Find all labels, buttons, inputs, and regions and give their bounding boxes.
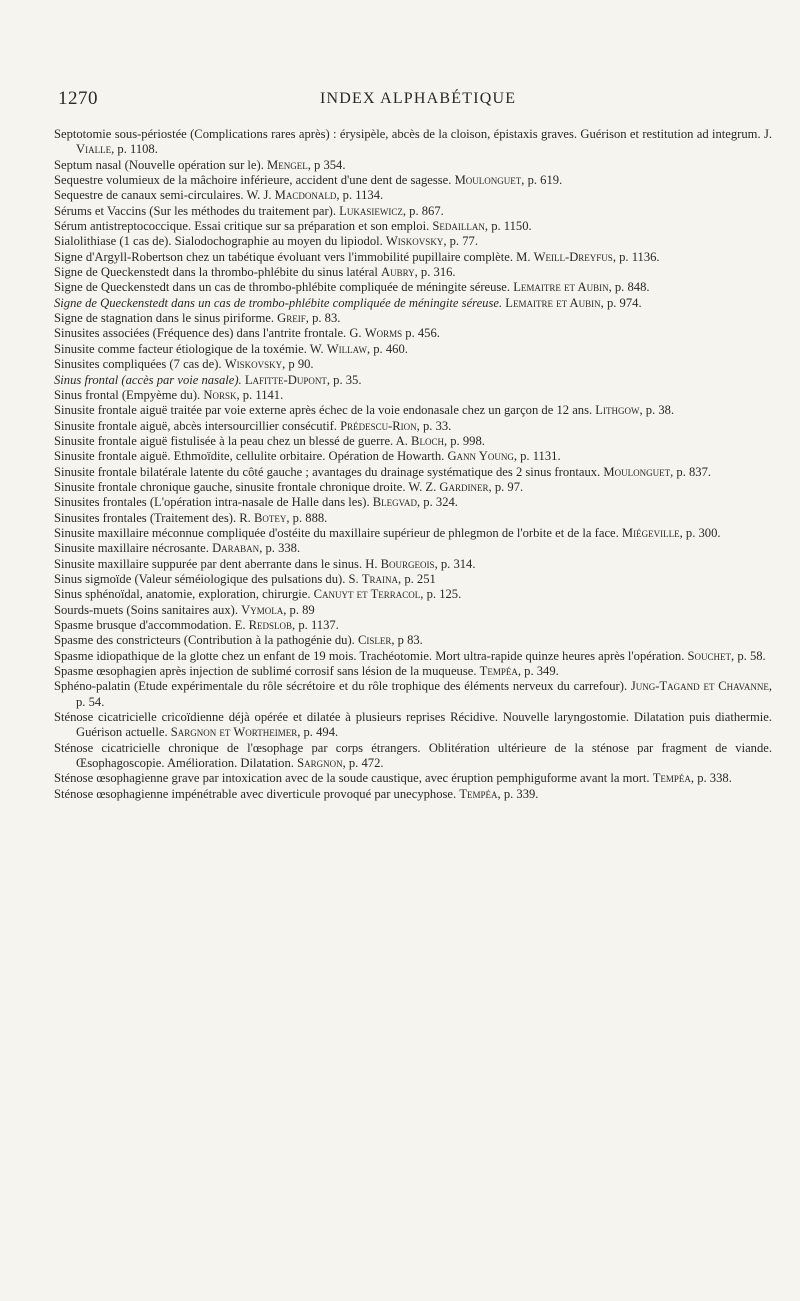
index-entry bbox=[54, 265, 772, 280]
entry-authors: Tempéa bbox=[652, 771, 691, 786]
index-entry bbox=[54, 234, 772, 249]
entry-page-ref: , p. 324. bbox=[417, 495, 458, 510]
entry-page-ref: , p. 125. bbox=[420, 587, 462, 602]
entry-title: Sténose œsophagienne impénétrable avec diverticule provoqué par unecyphose. bbox=[54, 786, 460, 801]
entry-title: Spasme œsophagien après injection de sublimé corrosif sans lésion de la muqueuse. bbox=[54, 664, 480, 679]
entry-page-ref: , p. 848. bbox=[608, 280, 650, 295]
entry-authors: Redslob bbox=[248, 618, 293, 632]
page-number: 1270 bbox=[58, 88, 98, 109]
entry-title: Sinusites frontales (Traitement des). R. bbox=[54, 510, 254, 525]
entry-page-ref: , p. 83. bbox=[305, 311, 341, 326]
index-entry bbox=[54, 127, 772, 158]
entry-title: Sinusites compliquées (7 cas de). bbox=[54, 357, 225, 372]
entry-title: Sérum antistreptococcique. Essai critique sur sa préparation et son emploi. bbox=[54, 219, 433, 234]
index-entry bbox=[54, 495, 772, 510]
entry-authors: Greif bbox=[277, 311, 306, 326]
entry-page-ref: , p. 349. bbox=[517, 664, 559, 679]
index-entries bbox=[54, 127, 772, 802]
entry-title: Septum nasal (Nouvelle opération sur le). bbox=[54, 157, 267, 172]
entry-authors: Prédescu-Rion bbox=[340, 418, 417, 433]
entry-title: Sinus frontal (accès par voie nasale). bbox=[54, 372, 245, 387]
entry-title: Sténose cicatricielle chronique de l'œsophage par corps étrangers. Oblitération ultérieure de la sténose par fragment de viande. Œsophagoscopie. Amélioration. Dilatation. bbox=[54, 740, 772, 771]
index-entry bbox=[54, 403, 772, 418]
entry-page-ref: , p. 97. bbox=[488, 479, 524, 494]
entry-page-ref: , p. 1137. bbox=[292, 618, 339, 632]
entry-authors: Vialle bbox=[76, 142, 112, 157]
entry-page-ref: , p. 338. bbox=[690, 771, 732, 786]
entry-title: Sialolithiase (1 cas de). Sialodochographie au moyen du lipiodol. bbox=[54, 234, 386, 249]
entry-title: Sérums et Vaccins (Sur les méthodes du traitement par). bbox=[54, 203, 340, 218]
index-entry bbox=[54, 204, 772, 219]
entry-title: Sinus sigmoïde (Valeur séméiologique des pulsations du). S. bbox=[54, 571, 362, 586]
index-entry bbox=[54, 280, 772, 295]
index-entry bbox=[54, 219, 772, 234]
entry-title: Sequestre volumieux de la mâchoire inférieure, accident d'une dent de sagesse. bbox=[54, 173, 455, 188]
entry-page-ref: , p. 1141. bbox=[236, 387, 284, 402]
entry-title: Signe de Queckenstedt dans la thrombo-phlébite du sinus latéral bbox=[54, 265, 382, 280]
index-entry bbox=[54, 188, 772, 203]
index-entry bbox=[54, 526, 772, 541]
entry-title: Sinusite frontale aiguë. Ethmoïdite, cellulite orbitaire. Opération de Howarth. bbox=[54, 449, 448, 464]
entry-title: Signe de stagnation dans le sinus piriforme. bbox=[54, 311, 278, 326]
entry-page-ref: p. 456. bbox=[402, 326, 440, 341]
entry-title: Sinus sphénoïdal, anatomie, exploration, chirurgie. bbox=[54, 587, 314, 602]
entry-authors: Mengel bbox=[267, 157, 308, 172]
entry-page-ref: , p 354. bbox=[307, 157, 346, 172]
entry-page-ref: , p. 998. bbox=[443, 433, 485, 448]
index-entry bbox=[54, 434, 772, 449]
index-entry bbox=[54, 541, 772, 556]
index-entry bbox=[54, 664, 772, 679]
entry-page-ref: , p. 1108. bbox=[111, 142, 158, 157]
index-entry bbox=[54, 771, 772, 786]
entry-authors: Norsk bbox=[203, 387, 237, 402]
entry-authors: Wiskovsky bbox=[224, 357, 283, 372]
index-entry bbox=[54, 158, 772, 173]
entry-authors: Miégeville bbox=[621, 525, 680, 540]
entry-authors: Lemaitre et Aubin bbox=[505, 295, 601, 310]
entry-authors: Vymola bbox=[241, 602, 284, 617]
entry-authors: Canuyt et Terracol bbox=[313, 587, 421, 602]
entry-title: Sinus frontal (Empyème du). bbox=[54, 387, 204, 402]
entry-page-ref: , p. 1131. bbox=[513, 449, 561, 464]
entry-title: Sinusite maxillaire suppurée par dent aberrante dans le sinus. H. bbox=[54, 556, 381, 571]
entry-title: Sinusite maxillaire nécrosante. bbox=[54, 541, 213, 556]
entry-page-ref: , p. 89 bbox=[283, 602, 315, 617]
entry-authors: Willaw bbox=[326, 341, 367, 356]
entry-page-ref: , p. 251 bbox=[398, 571, 436, 586]
entry-authors: Jung-Tagand et Chavanne bbox=[630, 679, 769, 694]
index-entry bbox=[54, 787, 772, 802]
entry-title: Sinusites frontales (L'opération intra-nasale de Halle dans les). bbox=[54, 495, 373, 510]
running-title: INDEX ALPHABÉTIQUE bbox=[320, 90, 517, 107]
index-entry bbox=[54, 710, 772, 741]
entry-title: Spasme idiopathique de la glotte chez un enfant de 19 mois. Trachéotomie. Mort ultra-rapide quinze heures après l'opération. bbox=[54, 648, 688, 663]
entry-authors: Lemaitre et Aubin bbox=[513, 280, 609, 295]
entry-authors: Blegvad bbox=[372, 495, 417, 510]
entry-authors: Sedaillan bbox=[432, 219, 485, 234]
entry-authors: Lithgow bbox=[595, 403, 640, 418]
entry-title: Spasme des constricteurs (Contribution à la pathogénie du). bbox=[54, 633, 358, 648]
index-entry bbox=[54, 465, 772, 480]
entry-authors: Sargnon et Wortheimer bbox=[170, 725, 298, 740]
index-entry bbox=[54, 741, 772, 772]
entry-title: Sinusite comme facteur étiologique de la toxémie. W. bbox=[54, 341, 327, 356]
entry-title: Sinusite frontale aiguë traitée par voie externe après échec de la voie endonasale chez un garçon de 12 ans. bbox=[54, 403, 596, 418]
entry-page-ref: , p. 338. bbox=[259, 541, 301, 556]
entry-authors: Lukasiewicz bbox=[339, 203, 403, 218]
page-header bbox=[58, 88, 758, 112]
index-entry bbox=[54, 388, 772, 403]
entry-authors: Moulonguet bbox=[603, 464, 671, 479]
entry-authors: Cisler bbox=[357, 633, 392, 648]
entry-page-ref: , p. 300. bbox=[679, 525, 721, 540]
index-entry bbox=[54, 587, 772, 602]
entry-page-ref: , p. 77. bbox=[443, 234, 478, 249]
entry-page-ref: , p 83. bbox=[391, 633, 423, 648]
entry-authors: Wiskovsky bbox=[385, 234, 444, 249]
entry-page-ref: , p. 316. bbox=[414, 265, 456, 280]
entry-title: Sinusite maxillaire méconnue compliquée d'ostéite du maxillaire supérieur de phlegmon de l'orbite et de la face. bbox=[54, 525, 622, 540]
entry-title: Sequestre de canaux semi-circulaires. W. J. bbox=[54, 188, 275, 203]
entry-title: Sphéno-palatin (Etude expérimentale du rôle sécrétoire et du rôle trophique des éléments nerveux du carrefour). bbox=[54, 679, 631, 694]
entry-title: Sourds-muets (Soins sanitaires aux). bbox=[54, 602, 242, 617]
entry-title: Septotomie sous-périostée (Complications rares après) : érysipèle, abcès de la cloison, épistaxis graves. Guérison et restitution ad integrum. J. bbox=[54, 127, 772, 141]
index-entry bbox=[54, 649, 772, 664]
index-entry bbox=[54, 511, 772, 526]
index-entry bbox=[54, 311, 772, 326]
entry-authors: Gann Young bbox=[447, 449, 514, 464]
entry-page-ref: , p. 1136. bbox=[612, 249, 660, 264]
entry-title: Sinusites associées (Fréquence des) dans l'antrite frontale. G. bbox=[54, 326, 365, 341]
entry-authors: Lafitte-Dupont bbox=[244, 372, 327, 387]
entry-page-ref: , p. 38. bbox=[639, 403, 675, 418]
entry-page-ref: , p. 494. bbox=[297, 725, 339, 740]
entry-page-ref: , p. 58. bbox=[731, 648, 766, 663]
entry-authors: Worms bbox=[364, 326, 403, 341]
entry-page-ref: , p. 867. bbox=[402, 203, 444, 218]
entry-page-ref: , p. 54. bbox=[76, 679, 772, 709]
entry-title: Signe de Queckenstedt dans un cas de trombo-phlébite compliquée de méningite séreuse. bbox=[54, 295, 506, 310]
entry-page-ref: , p 90. bbox=[282, 357, 314, 372]
index-entry bbox=[54, 572, 772, 587]
entry-authors: Botey bbox=[253, 510, 287, 525]
entry-page-ref: , p. 888. bbox=[286, 510, 328, 525]
entry-authors: Gardiner bbox=[439, 479, 489, 494]
index-entry bbox=[54, 557, 772, 572]
entry-page-ref: , p. 314. bbox=[434, 556, 476, 571]
index-entry bbox=[54, 173, 772, 188]
index-entry bbox=[54, 357, 772, 372]
index-entry bbox=[54, 419, 772, 434]
entry-title: Sinusite frontale bilatérale latente du côté gauche ; avantages du drainage systématique des 2 sinus frontaux. bbox=[54, 464, 604, 479]
entry-authors: Aubry bbox=[381, 265, 415, 280]
entry-title: Sinusite frontale aiguë fistulisée à la peau chez un blessé de guerre. A. bbox=[54, 433, 412, 448]
entry-page-ref: , p. 35. bbox=[326, 372, 362, 387]
entry-authors: Weill-Dreyfus bbox=[533, 249, 613, 264]
entry-title: Signe d'Argyll-Robertson chez un tabétique évoluant vers l'immobilité pupillaire complète. M. bbox=[54, 249, 534, 264]
entry-authors: Sargnon bbox=[297, 756, 343, 771]
entry-page-ref: , p. 1150. bbox=[484, 219, 532, 234]
entry-title: Sténose œsophagienne grave par intoxication avec de la soude caustique, avec éruption pemphiguforme avant la mort. bbox=[54, 771, 653, 786]
entry-page-ref: , p. 1134. bbox=[336, 188, 384, 203]
entry-authors: Souchet bbox=[687, 648, 732, 663]
entry-title: Sténose cicatricielle cricoïdienne déjà opérée et dilatée à plusieurs reprises Récidive. Nouvelle laryngostomie. Dilatation puis diathermie. Guérison actuelle. bbox=[54, 710, 772, 740]
index-entry bbox=[54, 296, 772, 311]
entry-title: Spasme brusque d'accommodation. E. bbox=[54, 618, 249, 632]
index-entry bbox=[54, 342, 772, 357]
index-entry bbox=[54, 449, 772, 464]
entry-page-ref: , p. 339. bbox=[497, 786, 539, 801]
entry-title: Sinusite frontale aiguë, abcès intersourcillier consécutif. bbox=[54, 418, 341, 433]
entry-authors: Bourgeois bbox=[380, 556, 435, 571]
index-entry bbox=[54, 480, 772, 495]
index-entry bbox=[54, 250, 772, 265]
index-entry bbox=[54, 633, 772, 648]
entry-authors: Macdonald bbox=[274, 188, 337, 203]
entry-authors: Tempéa bbox=[459, 786, 498, 801]
entry-authors: Daraban bbox=[212, 541, 260, 556]
entry-authors: Moulonguet bbox=[454, 173, 522, 188]
index-entry bbox=[54, 603, 772, 618]
entry-authors: Traina bbox=[361, 571, 399, 586]
entry-page-ref: , p. 460. bbox=[366, 341, 408, 356]
entry-page-ref: , p. 472. bbox=[342, 756, 384, 771]
index-entry bbox=[54, 373, 772, 388]
entry-title: Sinusite frontale chronique gauche, sinusite frontale chronique droite. W. Z. bbox=[54, 479, 440, 494]
index-entry bbox=[54, 326, 772, 341]
index-entry bbox=[54, 679, 772, 710]
entry-title: Signe de Queckenstedt dans un cas de thrombo-phlébite compliquée de méningite séreuse. bbox=[54, 280, 514, 295]
entry-page-ref: , p. 837. bbox=[670, 464, 712, 479]
entry-page-ref: , p. 619. bbox=[521, 173, 563, 188]
entry-authors: Tempéa bbox=[479, 664, 518, 679]
entry-authors: Bloch bbox=[411, 433, 444, 448]
index-entry bbox=[54, 618, 772, 633]
entry-page-ref: , p. 974. bbox=[600, 295, 642, 310]
entry-page-ref: , p. 33. bbox=[416, 418, 452, 433]
